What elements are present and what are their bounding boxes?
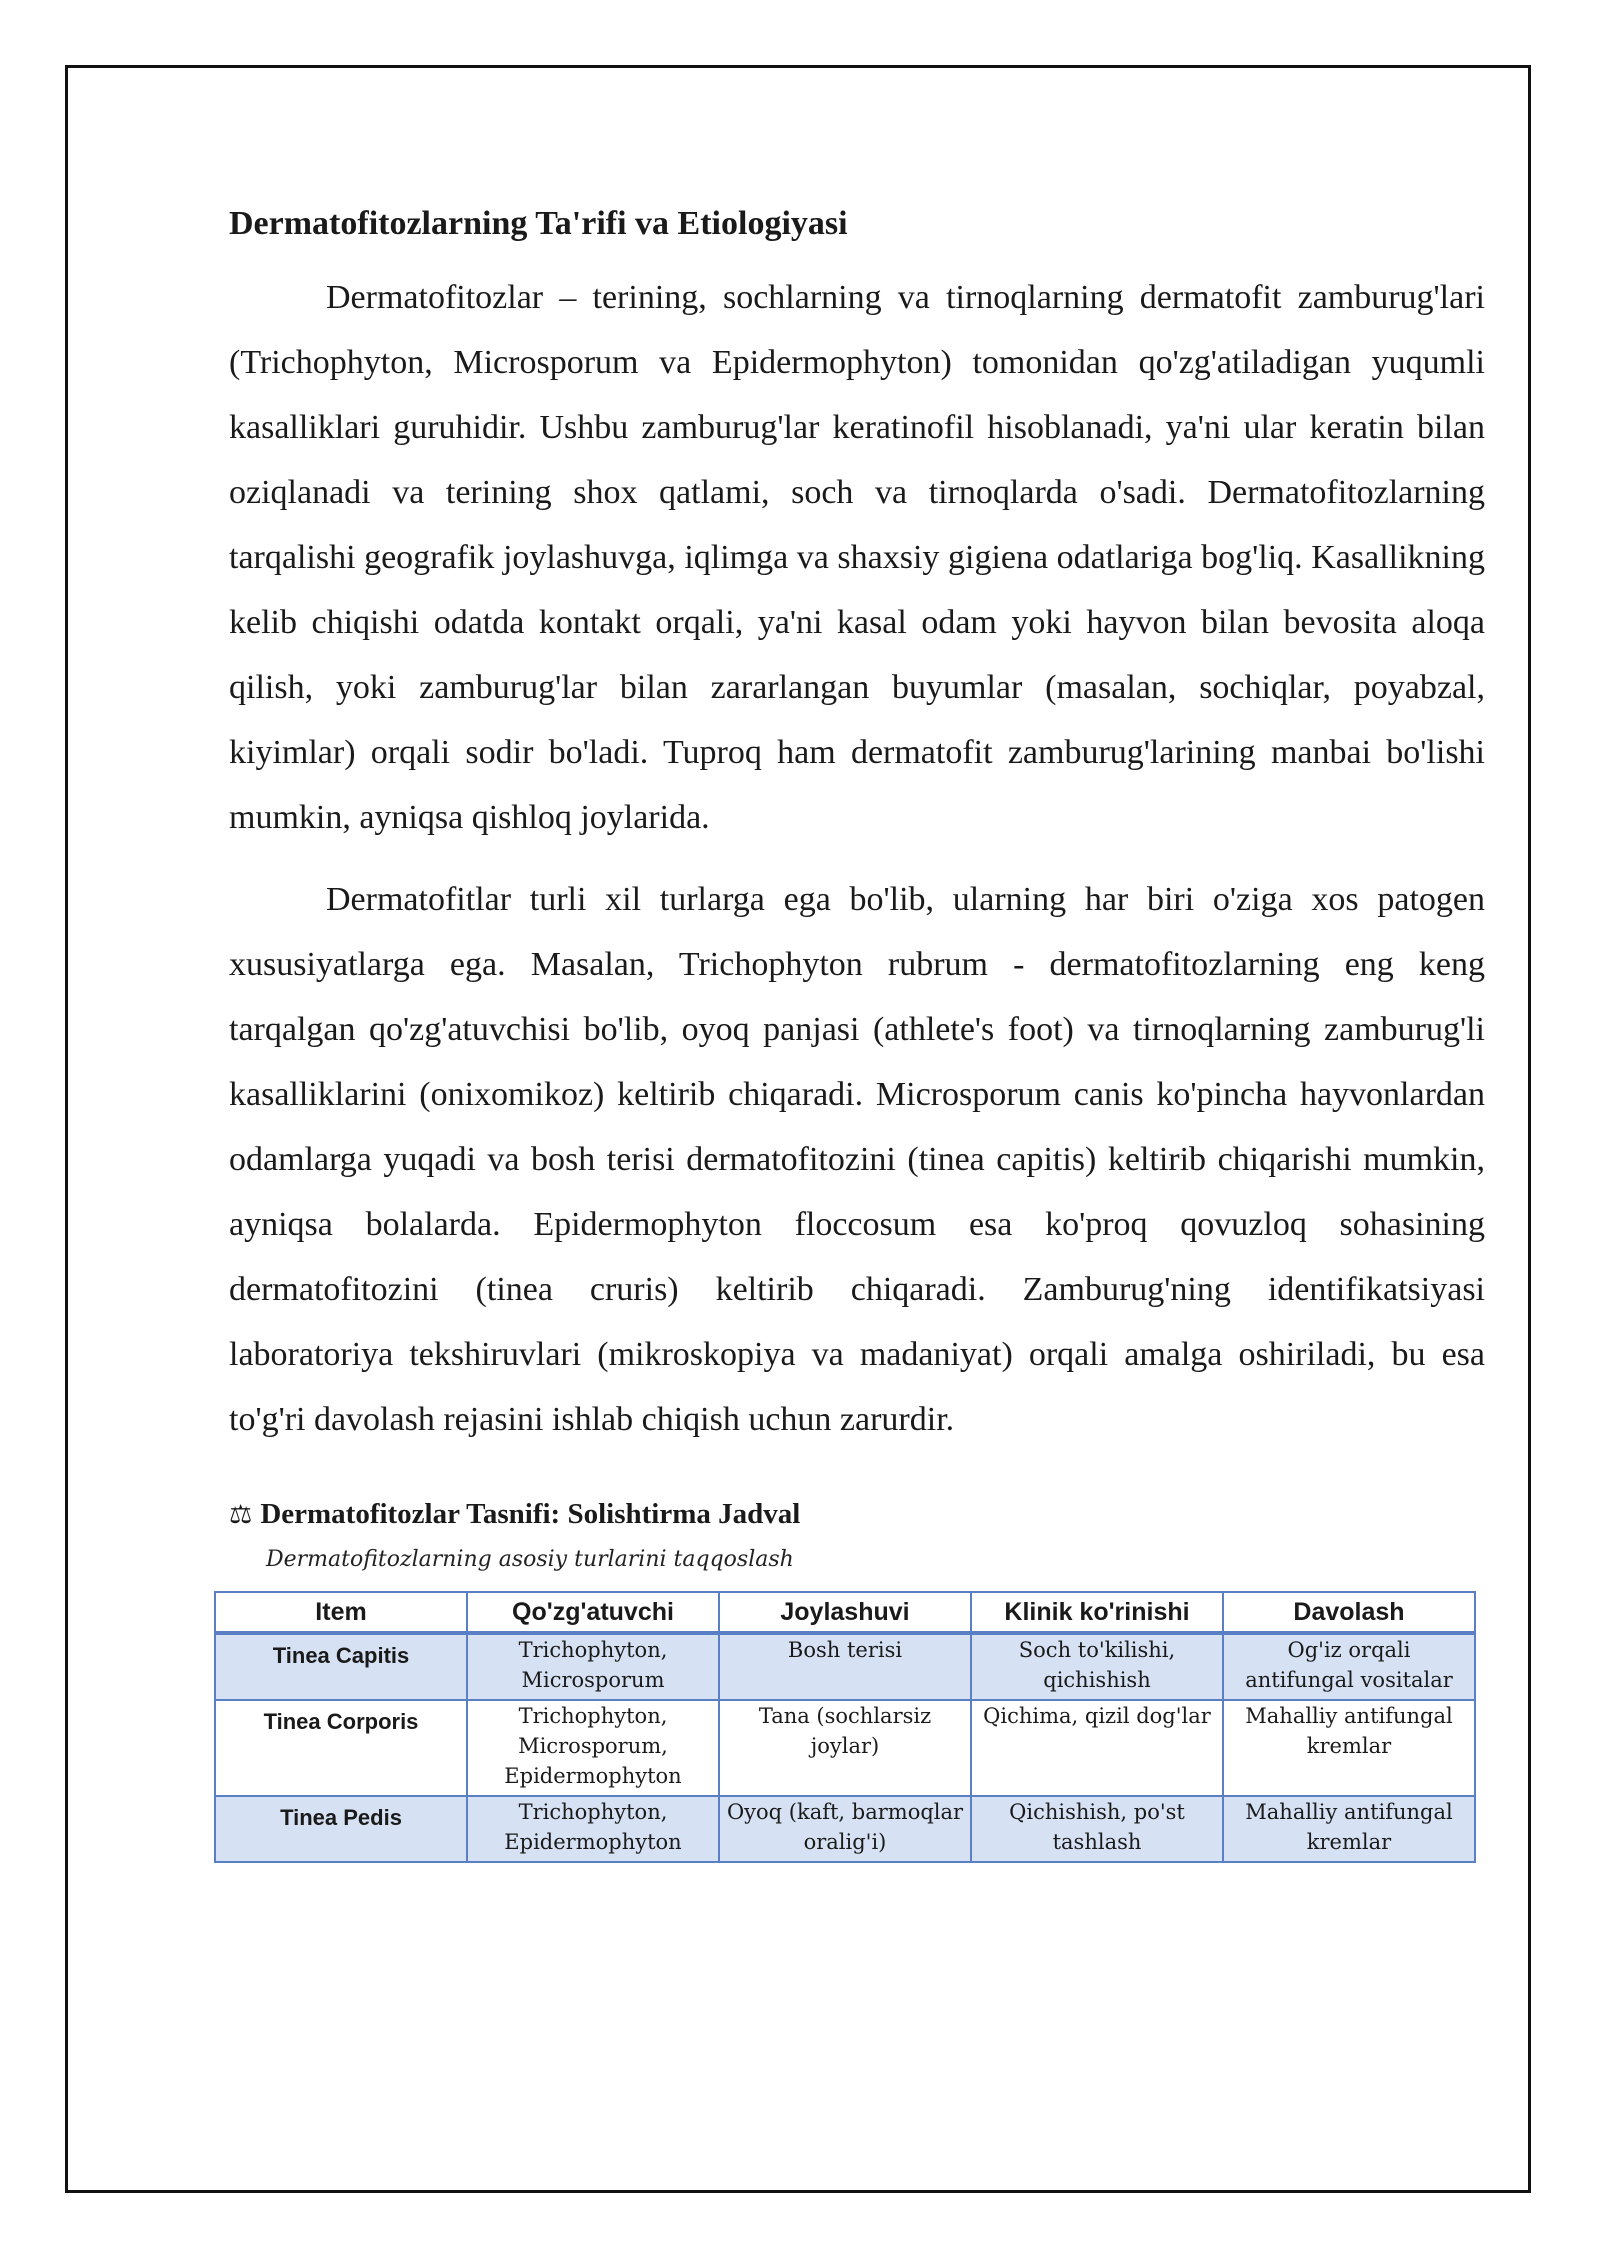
row-item-cell: Tinea Capitis (215, 1633, 467, 1700)
header-item: Item (215, 1592, 467, 1633)
document-content (229, 195, 1485, 1863)
treatment-cell: Mahalliy antifungal kremlar (1223, 1796, 1475, 1862)
table-header-row (215, 1592, 1475, 1633)
table-heading-text: Dermatofitozlar Tasnifi: Solishtirma Jadval (260, 1498, 801, 1530)
row-item-cell: Tinea Pedis (215, 1796, 467, 1862)
paragraph-1: Dermatofitozlar – terining, sochlarning va tirnoqlarning dermatofit zamburug'lari (Trichophyton, Microsporum va Epidermophyton) tomonidan qo'zg'atiladigan yuqumli kasalliklari guruhidir. Ushbu zamburug'lar keratinofil hisoblanadi, ya'ni ular keratin bilan oziqlanadi va terining shox qatlami, soch va tirnoqlarda o'sadi. Dermatofitozlarning tarqalishi geografik joylashuvga, iqlimga va shaxsiy gigiena odatlariga bog'liq. Kasallikning kelib chiqishi odatda kontakt orqali, ya'ni kasal odam yoki hayvon bilan bevosita aloqa qilish, yoki zamburug'lar bilan zararlangan buyumlar (masalan, sochiqlar, poyabzal, kiyimlar) orqali sodir bo'ladi. Tuproq ham dermatofit zamburug'larining manbai bo'lishi mumkin, ayniqsa qishloq joylarida. (229, 279, 1485, 836)
pathogen-cell: Trichophyton, Microsporum (467, 1633, 719, 1700)
treatment-cell: Mahalliy antifungal kremlar (1223, 1700, 1475, 1796)
row-item-cell: Tinea Corporis (215, 1700, 467, 1796)
header-clinical: Klinik ko'rinishi (971, 1592, 1223, 1633)
comparison-table-section (229, 1494, 1485, 1863)
document-title: Dermatofitozlarning Ta'rifi va Etiologiyasi (229, 205, 848, 242)
pathogen-cell: Trichophyton, Microsporum, Epidermophyton (467, 1700, 719, 1796)
clinical-cell: Qichishish, po'st tashlash (971, 1796, 1223, 1862)
header-treatment: Davolash (1223, 1592, 1475, 1633)
location-cell: Tana (sochlarsiz joylar) (719, 1700, 971, 1796)
paragraph-2: Dermatofitlar turli xil turlarga ega bo'lib, ularning har biri o'ziga xos patogen xususiyatlarga ega. Masalan, Trichophyton rubrum - dermatofitozlarning eng keng tarqalgan qo'zg'atuvchisi bo'lib, oyoq panjasi (athlete's foot) va tirnoqlarning zamburug'li kasalliklarini (onixomikoz) keltirib chiqaradi. Microsporum canis ko'pincha hayvonlardan odamlarga yuqadi va bosh terisi dermatofitozini (tinea capitis) keltirib chiqarishi mumkin, ayniqsa bolalarda. Epidermophyton floccosum esa ko'proq qovuzloq sohasining dermatofitozini (tinea cruris) keltirib chiqaradi. Zamburug'ning identifikatsiyasi laboratoriya tekshiruvlari (mikroskopiya va madaniyat) orqali amalga oshiriladi, bu esa to'g'ri davolash rejasini ishlab chiqish uchun zarurdir. (229, 881, 1485, 1438)
table-subtitle: Dermatofitozlarning asosiy turlarini taqqoslash (266, 1547, 794, 1572)
header-pathogen: Qo'zg'atuvchi (467, 1592, 719, 1633)
header-location: Joylashuvi (719, 1592, 971, 1633)
clinical-cell: Qichima, qizil dog'lar (971, 1700, 1223, 1796)
table-row (215, 1700, 1475, 1796)
pathogen-cell: Trichophyton, Epidermophyton (467, 1796, 719, 1862)
treatment-cell: Og'iz orqali antifungal vositalar (1223, 1633, 1475, 1700)
location-cell: Oyoq (kaft, barmoqlar oralig'i) (719, 1796, 971, 1862)
clinical-cell: Soch to'kilishi, qichishish (971, 1633, 1223, 1700)
table-row (215, 1796, 1475, 1862)
location-cell: Bosh terisi (719, 1633, 971, 1700)
table-row (215, 1633, 1475, 1700)
table-heading (229, 1494, 1485, 1535)
balance-scale-icon: ⚖ (229, 1500, 253, 1530)
comparison-table (214, 1591, 1476, 1863)
